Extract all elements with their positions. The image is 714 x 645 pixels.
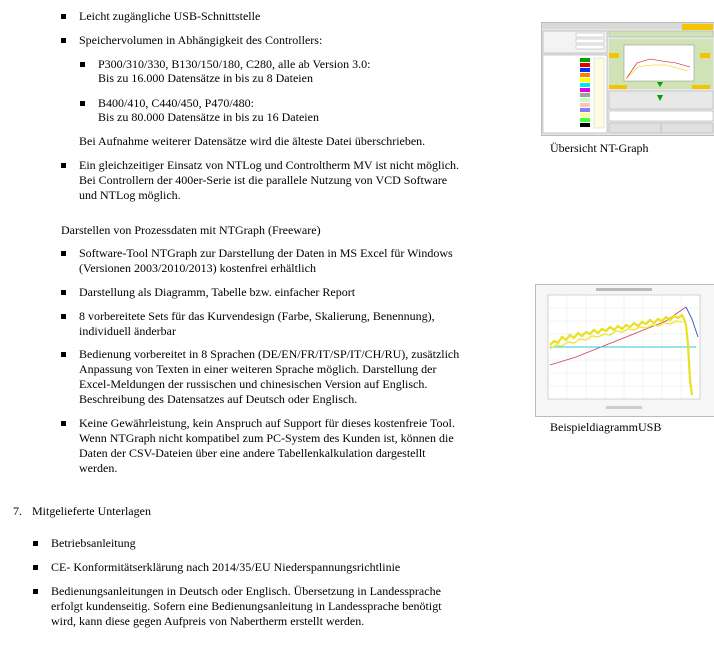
ntgraph-b1-line-1: Software-Tool NTGraph zur Darstellung der Daten in MS Excel für Windows	[79, 246, 453, 260]
docs-item-2: CE- Konformitätserklärung nach 2014/35/EU Niederspannungsrichtlinie	[51, 560, 401, 574]
docs-item-3-line-3: wird, kann diese gegen Aufpreis von Nabertherm erstellt werden.	[51, 614, 365, 628]
section-title: Mitgelieferte Unterlagen	[32, 504, 151, 518]
ntgraph-b3-line-2: individuell änderbar	[79, 324, 176, 338]
simultaneous-line-2: Bei Controllern der 400er-Serie ist die parallele Nutzung von VCD Software	[79, 173, 448, 187]
ntgraph-b1-line-2: (Versionen 2003/2010/2013) kostenfrei erhältlich	[79, 261, 316, 275]
bullet-marker	[61, 251, 66, 256]
bullet-marker	[33, 565, 38, 570]
storage-sub-1-line-1: P300/310/330, B130/150/180, C280, alle ab Version 3.0:	[98, 57, 371, 71]
ntgraph-b5-line-4: werden.	[79, 461, 118, 475]
ntgraph-overview-illustration	[542, 23, 714, 135]
bullet-marker	[61, 38, 66, 43]
figure-1-caption: Übersicht NT-Graph	[550, 141, 649, 155]
figure-example-diagram	[535, 284, 714, 417]
docs-item-1: Betriebsanleitung	[51, 536, 136, 550]
ntgraph-b4-line-2: Anpassung von Texten in einer weiteren Sprache möglich. Darstellung der	[79, 362, 437, 376]
bullet-marker	[61, 421, 66, 426]
feature-storage: Speichervolumen in Abhängigkeit des Controllers:	[79, 33, 323, 47]
docs-item-3-line-2: erfolgt kundenseitig. Sofern eine Bedienungsanleitung in Landessprache benötigt	[51, 599, 442, 613]
overwrite-note: Bei Aufnahme weiterer Datensätze wird die älteste Datei überschrieben.	[79, 134, 426, 148]
ntgraph-b5-line-1: Keine Gewährleistung, kein Anspruch auf Support für dieses kostenfreie Tool.	[79, 416, 455, 430]
ntgraph-b3-line-1: 8 vorbereitete Sets für das Kurvendesign (Farbe, Skalierung, Benennung),	[79, 309, 435, 323]
ntgraph-b5-line-2: Wenn NTGraph nicht kompatibel zum PC-System des Kunden ist, können die	[79, 431, 454, 445]
simultaneous-line-1: Ein gleichzeitiger Einsatz von NTLog und Controltherm MV ist nicht möglich.	[79, 158, 460, 172]
bullet-marker	[61, 163, 66, 168]
ntgraph-b5-line-3: Daten der CSV-Dateien über eine andere Tabellenkalkulation dargestellt	[79, 446, 426, 460]
example-diagram-illustration	[536, 285, 714, 416]
ntgraph-b4-line-1: Bedienung vorbereitet in 8 Sprachen (DE/EN/FR/IT/SP/IT/CH/RU), zusätzlich	[79, 347, 460, 361]
bullet-marker	[61, 352, 66, 357]
storage-sub-2-line-1: B400/410, C440/450, P470/480:	[98, 96, 255, 110]
ntgraph-b4-line-3: Excel-Meldungen der russischen und chinesischen Version auf Englisch.	[79, 377, 428, 391]
section-number: 7.	[13, 504, 22, 518]
bullet-marker	[80, 62, 85, 67]
bullet-marker	[61, 14, 66, 19]
simultaneous-line-3: und NTLog möglich.	[79, 188, 181, 202]
bullet-marker	[61, 290, 66, 295]
ntgraph-heading: Darstellen von Prozessdaten mit NTGraph (Freeware)	[61, 223, 321, 237]
bullet-marker	[61, 314, 66, 319]
bullet-marker	[80, 101, 85, 106]
bullet-marker	[33, 541, 38, 546]
figure-2-caption: BeispieldiagrammUSB	[550, 420, 662, 434]
storage-sub-2-line-2: Bis zu 80.000 Datensätze in bis zu 16 Dateien	[98, 110, 319, 124]
ntgraph-b4-line-4: Beschreibung des Datensatzes auf Deutsch oder Englisch.	[79, 392, 358, 406]
feature-usb: Leicht zugängliche USB-Schnittstelle	[79, 9, 261, 23]
ntgraph-b2: Darstellung als Diagramm, Tabelle bzw. einfacher Report	[79, 285, 356, 299]
figure-ntgraph-overview	[541, 22, 714, 136]
storage-sub-1-line-2: Bis zu 16.000 Datensätze in bis zu 8 Dateien	[98, 71, 313, 85]
docs-item-3-line-1: Bedienungsanleitungen in Deutsch oder Englisch. Übersetzung in Landessprache	[51, 584, 441, 598]
bullet-marker	[33, 589, 38, 594]
